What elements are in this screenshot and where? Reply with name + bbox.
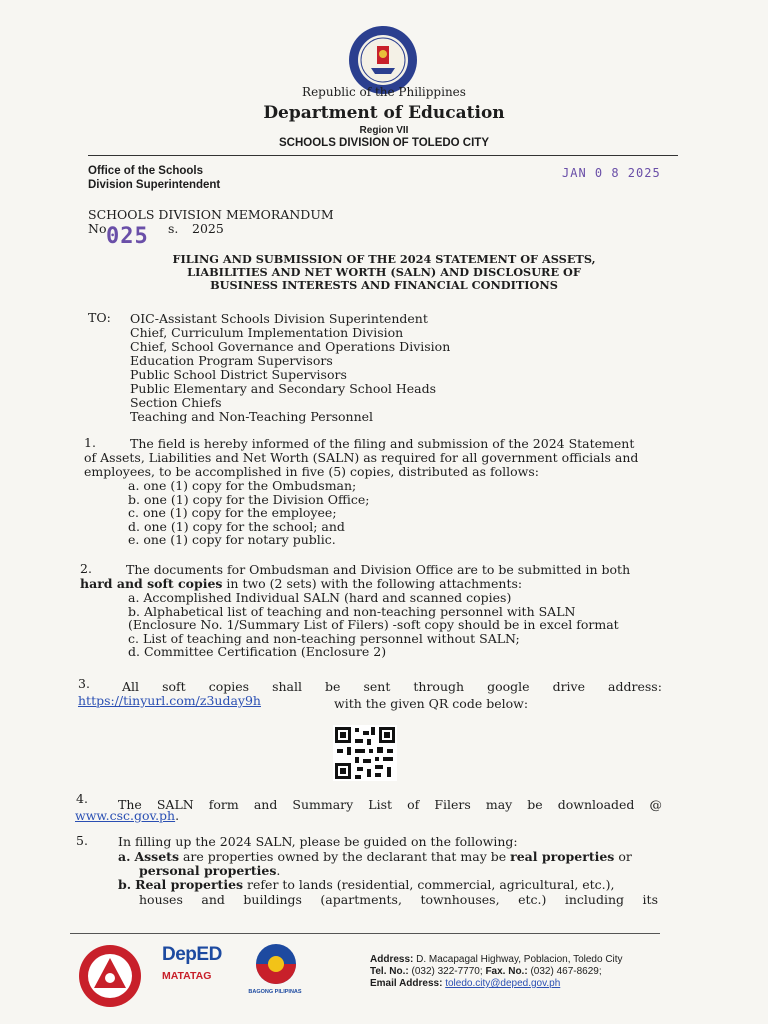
assets-term: Assets — [134, 849, 179, 864]
division-name: SCHOOLS DIVISION OF TOLEDO CITY — [279, 137, 489, 149]
email-link[interactable]: toledo.city@deped.gov.ph — [445, 978, 561, 989]
real-properties-heading: Real properties — [135, 877, 244, 892]
item-a-text: are properties owned by the declarant that may be — [178, 849, 511, 864]
para-2-list — [128, 591, 619, 659]
para-2-line-1: The documents for Ombudsman and Division Office are to be submitted in both — [126, 562, 631, 577]
region-line: Region VII — [359, 125, 409, 136]
address-line — [370, 954, 623, 966]
recipient-item: Section Chiefs — [130, 395, 222, 410]
para-3-word: copies — [208, 679, 250, 694]
department-name: Department of Education — [263, 103, 505, 123]
para-2-line-2-rest: in two (2 sets) with the following attachments: — [222, 576, 523, 591]
para-4-number: 4. — [76, 791, 88, 806]
para-3-word: google — [487, 679, 530, 694]
para-1-line-2: of Assets, Liabilities and Net Worth (SALN) as required for all government officials and — [84, 450, 639, 465]
para-2-bold: hard and soft copies — [80, 576, 223, 591]
item-b-label: b. — [118, 877, 132, 892]
para-4-text: The SALN form and Summary List of Filers may be downloaded @ — [118, 797, 662, 812]
drive-link[interactable]: https://tinyurl.com/z3uday9h — [78, 693, 261, 708]
para-3-after-link: with the given QR code below: — [334, 696, 529, 711]
matatag-wordmark: MATATAG — [162, 970, 212, 982]
tel-label: Tel. No.: — [370, 966, 409, 977]
para-3-number: 3. — [78, 676, 90, 691]
email-line — [370, 978, 623, 990]
address-label: Address: — [370, 954, 414, 965]
para-3-word: address: — [608, 679, 662, 694]
office-line-2: Division Superintendent — [88, 179, 221, 191]
memo-title-line-2: LIABILITIES AND NET WORTH (SALN) AND DISCLOSURE OF — [187, 265, 581, 279]
csc-link[interactable]: www.csc.gov.ph — [75, 808, 176, 823]
list-item: e. one (1) copy for notary public. — [128, 532, 336, 547]
office-label — [88, 164, 220, 192]
para-2-line-2 — [80, 577, 522, 591]
item-a-label: a. — [118, 849, 131, 864]
fax-value: (032) 467-8629; — [530, 966, 602, 977]
real-properties-term: real properties — [510, 849, 615, 864]
para-3-word: sent — [363, 679, 391, 694]
item-a-end: . — [276, 863, 281, 878]
recipient-item: Public School District Supervisors — [130, 367, 347, 382]
fax-label: Fax. No.: — [485, 966, 528, 977]
para-5-item-a — [118, 850, 632, 864]
header-divider — [88, 155, 678, 156]
contact-block — [370, 954, 623, 990]
para-4-period: . — [175, 808, 180, 823]
memo-series-label: s. — [168, 221, 179, 236]
para-3-word: drive — [552, 679, 586, 694]
division-seal-logo — [78, 944, 142, 1008]
memo-title — [140, 253, 628, 292]
para-1-number: 1. — [84, 435, 96, 450]
para-1-line-1: The field is hereby informed of the filing and submission of the 2024 Statement — [130, 436, 635, 451]
memo-title-line-1: FILING AND SUBMISSION OF THE 2024 STATEMENT OF ASSETS, — [172, 252, 596, 266]
para-3-word: shall — [272, 679, 302, 694]
para-3-word: be — [325, 679, 341, 694]
list-item: c. List of teaching and non-teaching personnel without SALN; — [128, 630, 520, 646]
memo-no-label: No. — [88, 221, 111, 236]
para-5-intro: In filling up the 2024 SALN, please be guided on the following: — [118, 834, 518, 849]
to-label: TO: — [88, 310, 111, 325]
deped-matatag-logo — [162, 944, 234, 996]
recipient-item: OIC-Assistant Schools Division Superintendent — [130, 311, 428, 326]
recipient-item: Chief, Curriculum Implementation Division — [130, 325, 404, 340]
para-3-word: through — [413, 679, 465, 694]
para-3-line-1 — [78, 680, 662, 694]
recipient-list — [130, 312, 450, 424]
memo-number-stamp: 025 — [106, 224, 149, 249]
list-item: c. one (1) copy for the employee; — [128, 505, 337, 520]
list-item: b. Alphabetical list of teaching and non-teaching personnel with SALN — [128, 603, 576, 619]
para-1-line-3: employees, to be accomplished in five (5) copies, distributed as follows: — [84, 464, 540, 479]
para-1-list — [128, 479, 369, 547]
list-item: b. one (1) copy for the Division Office; — [128, 491, 370, 507]
recipient-item: Education Program Supervisors — [130, 353, 333, 368]
footer-divider — [70, 933, 660, 934]
phone-line — [370, 966, 623, 978]
tel-value: (032) 322-7770; — [411, 966, 483, 977]
para-2-number: 2. — [80, 561, 92, 576]
para-5-item-b-line-2: houses and buildings (apartments, townhouses, etc.) including its — [139, 892, 658, 907]
memo-title-line-3: BUSINESS INTERESTS AND FINANCIAL CONDITIONS — [210, 278, 558, 292]
qr-code-image — [333, 725, 397, 781]
bagong-pilipinas-text: BAGONG PILIPINAS — [248, 989, 302, 995]
email-label: Email Address: — [370, 978, 443, 989]
list-item: a. Accomplished Individual SALN (hard and scanned copies) — [128, 590, 512, 605]
list-item: a. one (1) copy for the Ombudsman; — [128, 478, 357, 493]
memo-series-year: 2025 — [192, 221, 224, 236]
republic-line: Republic of the Philippines — [302, 85, 466, 99]
list-item: d. Committee Certification (Enclosure 2) — [128, 644, 387, 659]
para-5-item-a-line-2 — [139, 864, 280, 878]
list-item: (Enclosure No. 1/Summary List of Filers) -soft copy should be in excel format — [128, 617, 619, 632]
deped-wordmark: DepED — [162, 944, 222, 965]
para-5-item-b — [118, 878, 615, 892]
office-line-1: Office of the Schools — [88, 165, 204, 177]
recipient-item: Public Elementary and Secondary School Heads — [130, 381, 437, 396]
memo-type: SCHOOLS DIVISION MEMORANDUM — [88, 207, 334, 222]
item-b-text: refer to lands (residential, commercial, agricultural, etc.), — [243, 877, 615, 892]
item-a-or: or — [614, 849, 632, 864]
para-4-link-line — [75, 809, 179, 823]
recipient-item: Chief, School Governance and Operations Division — [130, 339, 451, 354]
para-5-number: 5. — [76, 833, 88, 848]
address-value: D. Macapagal Highway, Poblacion, Toledo City — [416, 954, 623, 965]
para-3-word: soft — [162, 679, 186, 694]
date-stamp: JAN 0 8 2025 — [562, 166, 661, 180]
personal-properties-term: personal properties — [139, 863, 277, 878]
para-3-word: All — [122, 679, 140, 694]
recipient-item: Teaching and Non-Teaching Personnel — [130, 409, 374, 424]
list-item: d. one (1) copy for the school; and — [128, 518, 345, 534]
bagong-pilipinas-logo — [248, 942, 304, 988]
